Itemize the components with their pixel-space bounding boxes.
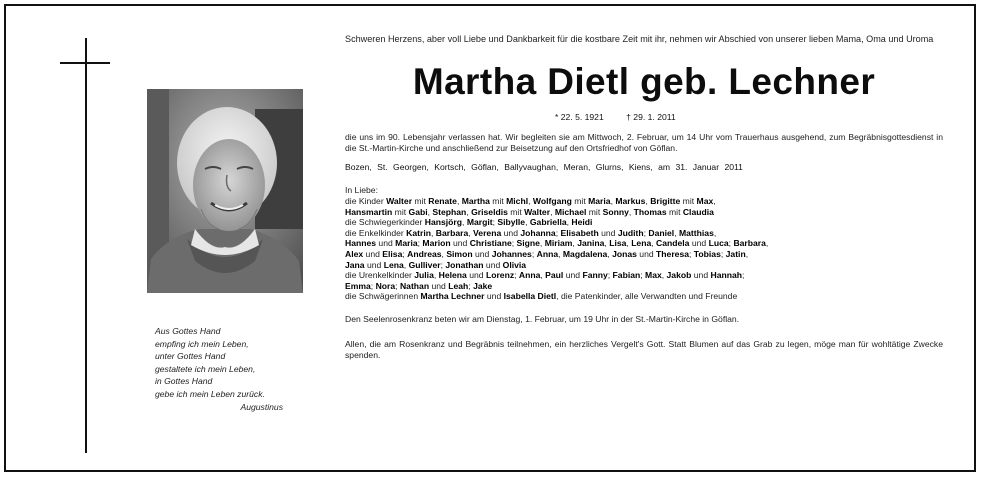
family-text: , (550, 206, 555, 217)
family-text: und (450, 238, 470, 249)
family-text: ; (555, 227, 561, 238)
family-name: Maria (395, 238, 418, 249)
family-text: ; (689, 248, 694, 259)
family-name: Judith (617, 227, 644, 238)
family-line (345, 217, 943, 228)
family-text: , (540, 270, 546, 281)
family-name: Tobias (693, 248, 721, 259)
family-text: die Schwiegerkinder (345, 217, 425, 228)
family-text: die Urenkelkinder (345, 270, 415, 281)
family-name: Lena (383, 259, 404, 270)
family-name: Nora (375, 280, 396, 291)
family-name: Paul (545, 270, 564, 281)
family-text: mit (392, 206, 409, 217)
family-name: Johannes (491, 248, 532, 259)
family-name: Fanny (582, 270, 608, 281)
family-text: , (433, 270, 439, 281)
family-name: Stephan (432, 206, 467, 217)
family-name: Theresa (656, 248, 690, 259)
family-text: , (713, 227, 717, 238)
family-name: Max (696, 196, 714, 206)
family-text: , (626, 238, 632, 249)
family-name: Marion (422, 238, 451, 249)
family-text: und (598, 227, 618, 238)
family-text: , (403, 259, 409, 270)
poem-line: gebe ich mein Leben zurück. (155, 388, 265, 399)
family-text: , (765, 238, 769, 249)
family-text: ; (370, 280, 376, 291)
family-list (345, 185, 943, 302)
family-name: Leah (448, 280, 469, 291)
death-date: † 29. 1. 2011 (626, 111, 676, 122)
family-text: , (431, 227, 436, 238)
family-text: und (364, 259, 384, 270)
family-text: , (745, 248, 749, 259)
family-name: Janina (577, 238, 605, 249)
family-name: Renate (428, 196, 457, 206)
family-text: , (558, 248, 563, 259)
family-text: die Enkelkinder (345, 227, 407, 238)
family-text: , (456, 196, 462, 206)
family-name: Isabella Dietl (503, 291, 557, 302)
family-text: die Kinder (345, 196, 387, 206)
family-text: und (501, 227, 521, 238)
in-liebe-label: In Liebe: (345, 185, 378, 196)
family-text: ; (728, 238, 734, 249)
family-line (345, 291, 943, 302)
family-text: mit (571, 196, 589, 206)
family-name: Simon (446, 248, 473, 259)
family-text: , (607, 248, 613, 259)
cross-icon (85, 38, 87, 453)
family-text: und (691, 270, 711, 281)
closing-text: Allen, die am Rosenkranz und Begräbnis teilnehmen, ein herzliches Vergelt's Gott. Statt Blumen auf das Grab zu legen, möge man für wohltätige Zwecke spenden. (345, 338, 943, 360)
family-name: Claudia (682, 206, 714, 217)
family-name: Miriam (544, 238, 573, 249)
family-text: , (427, 206, 433, 217)
family-text: , (674, 227, 679, 238)
family-text: , (713, 196, 716, 206)
family-name: Elisa (382, 248, 403, 259)
portrait-photo (147, 89, 303, 293)
poem-line: unter Gottes Hand (155, 351, 226, 362)
family-text: ; (511, 238, 517, 249)
family-text: und (466, 270, 486, 281)
poem-line: in Gottes Hand (155, 376, 213, 387)
family-name: Sonny (602, 206, 629, 217)
family-name: Signe (516, 238, 540, 249)
family-text: mit (680, 196, 697, 206)
family-name: Elisabeth (560, 227, 599, 238)
family-name: Jonathan (445, 259, 484, 270)
family-name: Martha Lechner (420, 291, 485, 302)
family-text: , die Patenkinder, alle Verwandten und Freunde (556, 291, 738, 302)
family-name: Fabian (612, 270, 641, 281)
family-name: Brigitte (650, 196, 681, 206)
family-text: , (441, 248, 447, 259)
family-text: , (468, 227, 474, 238)
family-name: Magdalena (562, 248, 608, 259)
family-name: Johanna (520, 227, 556, 238)
family-text: , (661, 270, 667, 281)
family-text: ; (395, 280, 400, 291)
family-name: Max (645, 270, 662, 281)
family-name: Nathan (399, 280, 430, 291)
family-name: Katrin (406, 227, 431, 238)
death-notice (4, 4, 976, 472)
family-name: Heidi (571, 217, 593, 228)
family-text: ; (492, 217, 498, 228)
family-text: ; (468, 280, 474, 291)
family-line (345, 196, 943, 207)
family-text: mit (489, 196, 507, 206)
family-text: mit (586, 206, 603, 217)
family-line (345, 228, 943, 239)
family-name: Michael (554, 206, 587, 217)
family-text: ; (640, 270, 646, 281)
family-text: und (563, 270, 583, 281)
family-name: Hannes (345, 238, 377, 249)
places-and-date: Bozen, St. Georgen, Kortsch, Göflan, Ballyvaughan, Meran, Glurns, Kiens, am 31. Januar 2011 (345, 162, 743, 173)
family-name: Barbara (435, 227, 469, 238)
poem-line: gestaltete ich mein Leben, (155, 363, 256, 374)
family-name: Daniel (648, 227, 675, 238)
family-line (345, 249, 943, 260)
poem-author: Augustinus (240, 401, 283, 412)
family-name: Candela (656, 238, 690, 249)
family-name: Olivia (502, 259, 527, 270)
family-text: mit (412, 196, 429, 206)
family-text: und (689, 238, 709, 249)
family-name: Thomas (633, 206, 667, 217)
family-text: und (472, 248, 492, 259)
family-name: Lorenz (485, 270, 515, 281)
intro-text: Schweren Herzens, aber voll Liebe und Dankbarkeit für die kostbare Zeit mit ihr, nehmen wir Abschied von unserer lieben Mama, Oma und Uroma (345, 34, 934, 44)
life-dates (345, 112, 943, 122)
family-text: , (528, 196, 533, 206)
family-name: Maria (588, 196, 611, 206)
family-name: Anna (518, 270, 541, 281)
deceased-name: Martha Dietl geb. Lechner (412, 60, 876, 102)
family-name: Gabi (408, 206, 428, 217)
family-name: Lisa (609, 238, 627, 249)
family-name: Emma (345, 280, 371, 291)
family-name: Walter (386, 196, 413, 206)
family-line (345, 207, 943, 218)
family-name: Margit (466, 217, 493, 228)
family-text: ; (514, 270, 519, 281)
family-text: ; (440, 259, 446, 270)
family-text: und (484, 291, 504, 302)
family-name: Jakob (666, 270, 692, 281)
family-name: Martha (461, 196, 490, 206)
cross-bar (60, 62, 110, 64)
family-text: , (566, 217, 572, 228)
family-text: , (462, 217, 467, 228)
family-name: Jonas (612, 248, 637, 259)
family-name: Barbara (733, 238, 766, 249)
family-lines (345, 196, 943, 302)
family-name: Julia (414, 270, 434, 281)
family-text: die Schwägerinnen (345, 291, 421, 302)
memorial-poem (155, 325, 305, 413)
family-name: Hannah (710, 270, 743, 281)
family-name: Jatin (725, 248, 746, 259)
poem-line: empfing ich mein Leben, (155, 338, 249, 349)
family-name: Lena (631, 238, 652, 249)
notice-content (345, 34, 943, 361)
family-line (345, 260, 943, 271)
family-text: , (604, 238, 610, 249)
family-name: Verena (473, 227, 502, 238)
family-name: Markus (615, 196, 646, 206)
poem-line: Aus Gottes Hand (155, 326, 221, 336)
family-text: und (429, 280, 449, 291)
family-text: ; (417, 238, 423, 249)
family-name: Sibylle (497, 217, 526, 228)
family-text: ; (607, 270, 613, 281)
family-line (345, 281, 943, 292)
family-text: , (525, 217, 530, 228)
family-name: Walter (524, 206, 551, 217)
family-text: , (645, 196, 651, 206)
family-name: Jana (345, 259, 365, 270)
family-name: Andreas (407, 248, 442, 259)
family-text: , (610, 196, 616, 206)
family-text: ; (720, 248, 726, 259)
funeral-details: die uns im 90. Lebensjahr verlassen hat. Wir begleiten sie am Mittwoch, 2. Februar, um 14 Uhr vom Trauerhaus ausgehend, zum Begräbnisgottesdienst in die St.-Martin-Kirche und anschließend zur Beisetzung auf den Ortsfriedhof von Göflan. (345, 131, 943, 153)
family-text: , (539, 238, 545, 249)
family-text: und (376, 238, 396, 249)
family-name: Jake (473, 280, 493, 291)
family-name: Gulliver (408, 259, 441, 270)
family-text: mit (507, 206, 525, 217)
family-text: und (483, 259, 503, 270)
family-text: ; (531, 248, 537, 259)
family-text: und (363, 248, 383, 259)
family-text: , (572, 238, 578, 249)
family-text: , (466, 206, 472, 217)
family-text: mit (666, 206, 683, 217)
family-name: Luca (708, 238, 729, 249)
rosary-text: Den Seelenrosenkranz beten wir am Dienstag, 1. Februar, um 19 Uhr in der St.-Martin-Kirche in Göflan. (345, 313, 740, 324)
family-name: Alex (345, 248, 364, 259)
family-name: Christiane (469, 238, 512, 249)
family-name: Wolfgang (532, 196, 572, 206)
family-name: Michl (506, 196, 529, 206)
family-text: , (651, 238, 657, 249)
family-line (345, 238, 943, 249)
family-line (345, 270, 943, 281)
family-text: , (628, 206, 634, 217)
family-text: ; (643, 227, 649, 238)
family-text: und (636, 248, 657, 259)
family-name: Helena (438, 270, 467, 281)
family-text: ; (742, 270, 745, 281)
family-name: Gabriella (529, 217, 567, 228)
family-name: Hansmartin (345, 206, 393, 217)
family-name: Matthias (678, 227, 714, 238)
family-name: Hansjörg (424, 217, 463, 228)
family-name: Anna (536, 248, 559, 259)
birth-date: * 22. 5. 1921 (555, 111, 604, 122)
family-text: ; (402, 248, 408, 259)
family-name: Griseldis (471, 206, 508, 217)
